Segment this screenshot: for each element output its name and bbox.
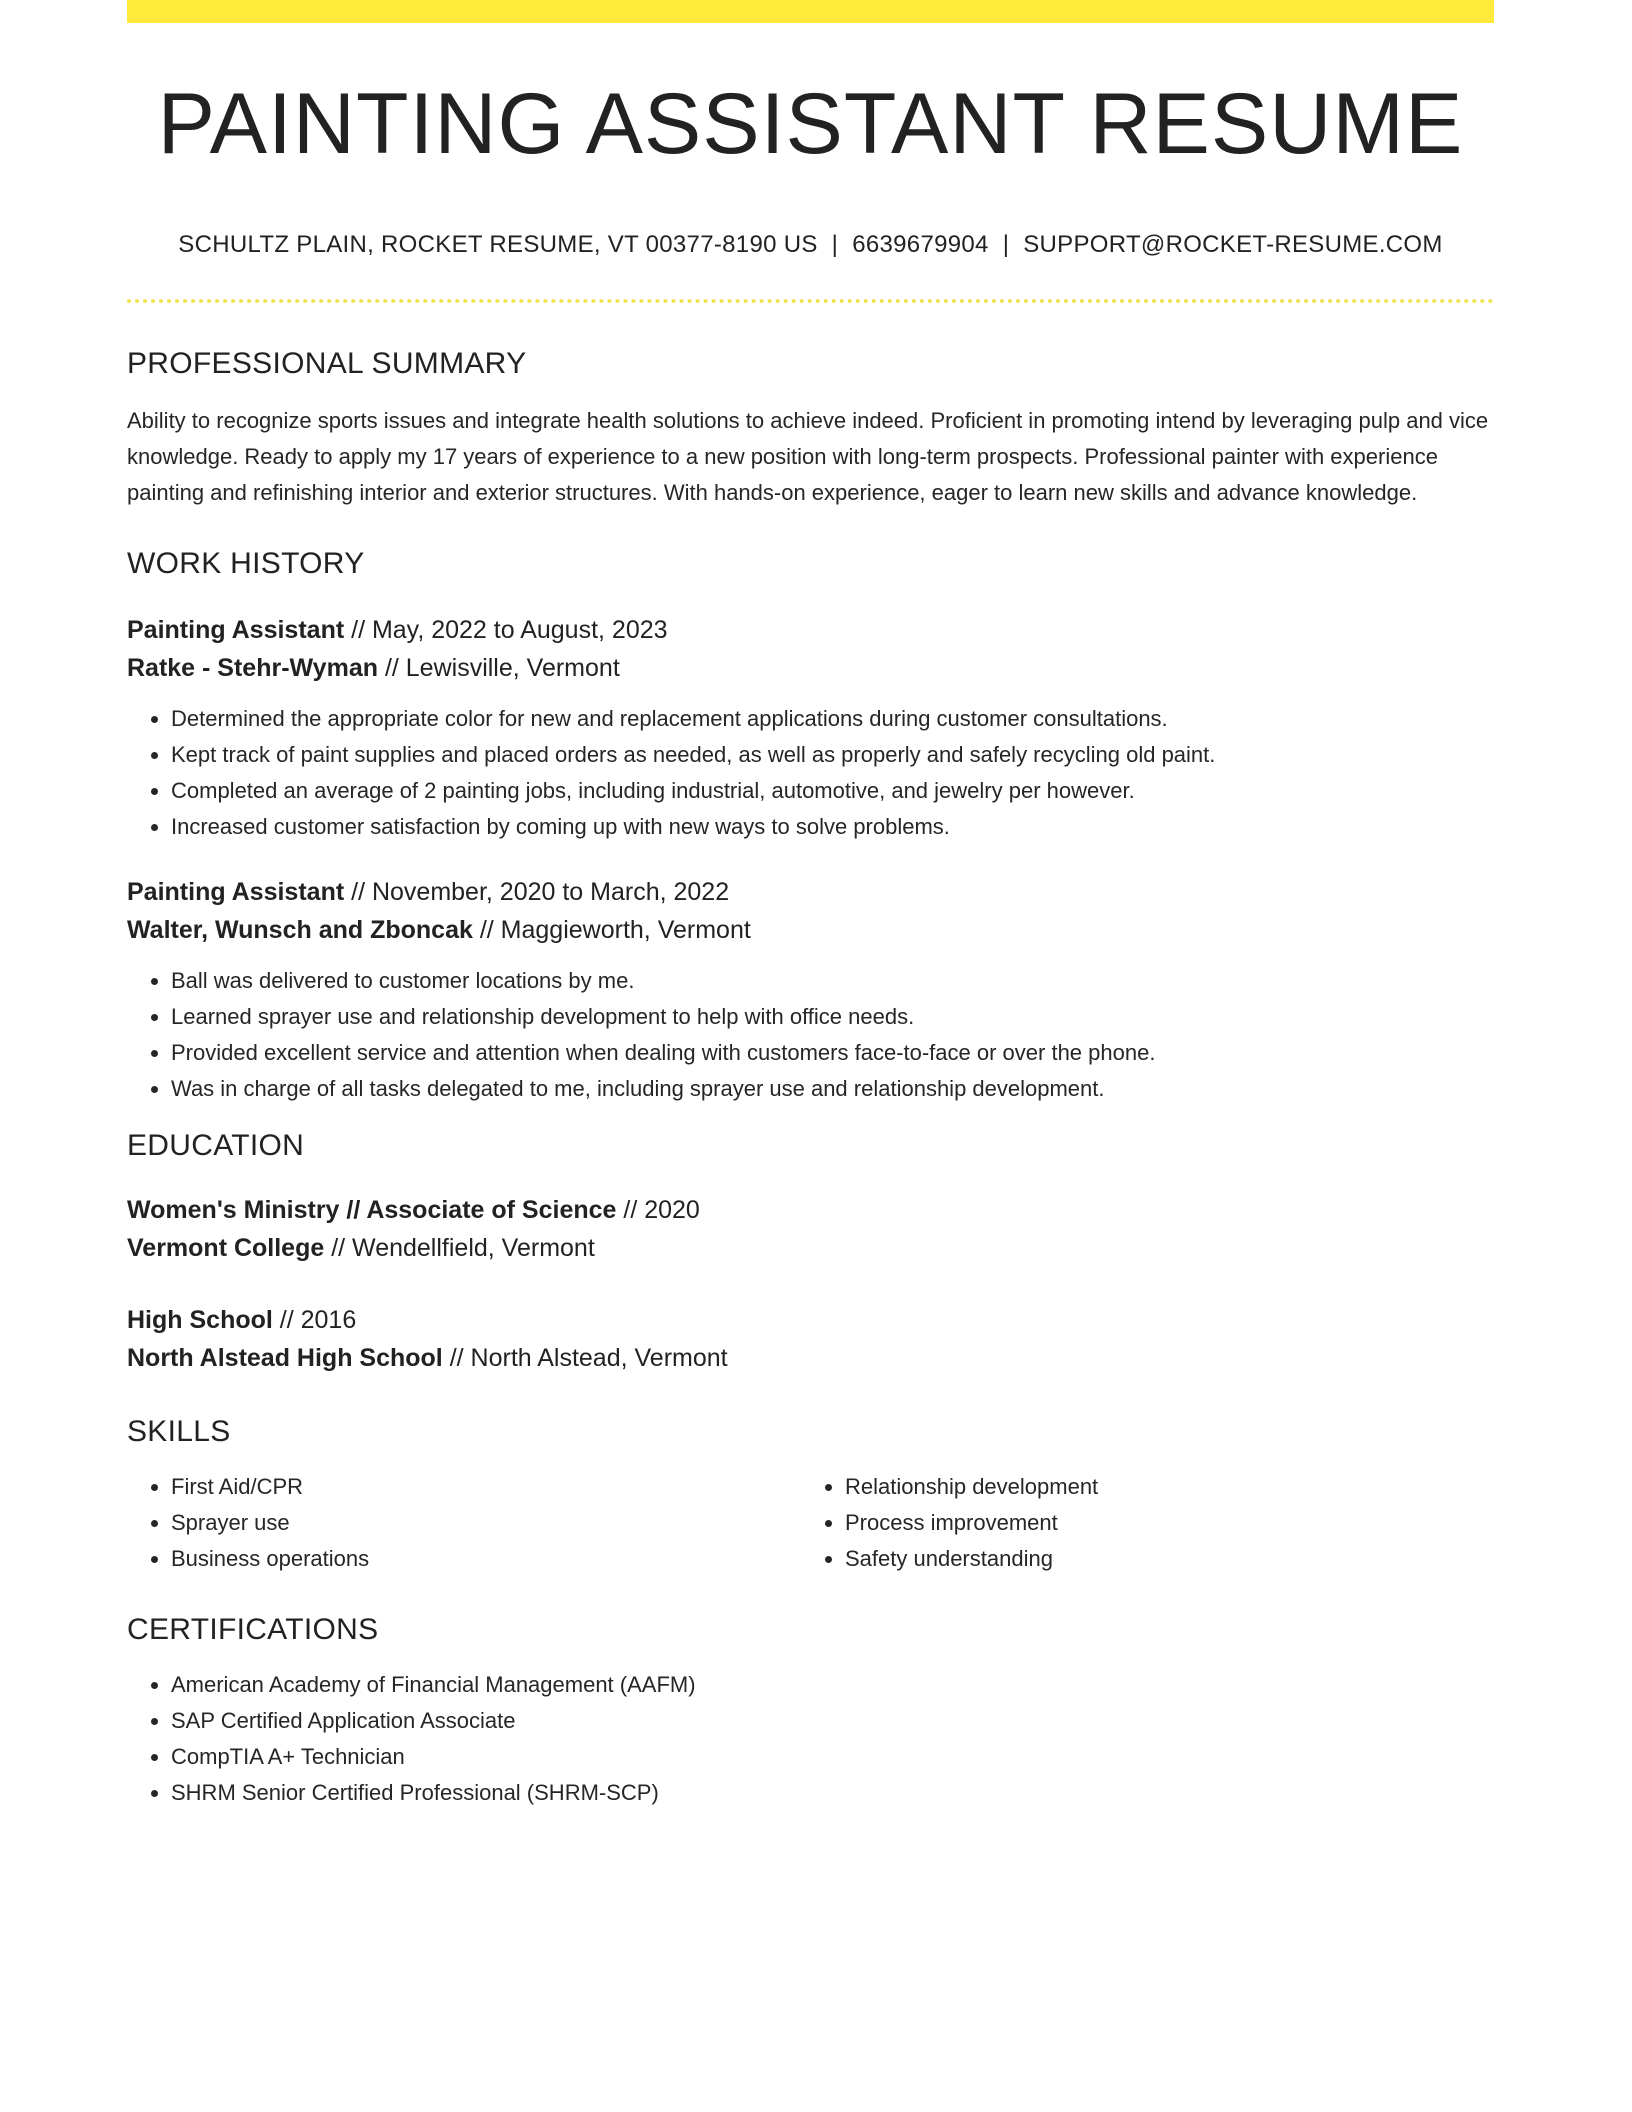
certification-item: • SHRM Senior Certified Professional (SHRM-SCP) (171, 1775, 1494, 1811)
skill-item: • Safety understanding (845, 1541, 1445, 1577)
skill-item: • First Aid/CPR (171, 1469, 801, 1505)
job-dates: // November, 2020 to March, 2022 (344, 878, 730, 906)
resume-title: PAINTING ASSISTANT RESUME (157, 76, 1464, 172)
resume-page (127, 0, 1494, 1811)
skill-item: • Process improvement (845, 1505, 1445, 1541)
skills-heading: SKILLS (127, 1415, 231, 1448)
certification-item: • American Academy of Financial Management (AAFM) (171, 1667, 1494, 1703)
skill-item: • Relationship development (845, 1469, 1445, 1505)
education-degree: Women's Ministry // Associate of Science (127, 1196, 617, 1224)
job-title: Painting Assistant (127, 878, 345, 906)
job-title: Painting Assistant (127, 616, 345, 644)
skills-right-column (801, 1469, 1445, 1577)
education-school: North Alstead High School (127, 1344, 443, 1372)
education-location: // Wendellfield, Vermont (324, 1234, 595, 1262)
education-section (127, 1129, 1494, 1377)
job-company-line (127, 649, 1494, 687)
job-title-line (127, 873, 1494, 911)
education-school: Vermont College (127, 1234, 325, 1262)
dotted-divider (127, 299, 1494, 303)
skill-item: • Business operations (171, 1541, 801, 1577)
job-company: Ratke - Stehr-Wyman (127, 654, 378, 682)
education-entry (127, 1191, 1494, 1267)
job-company: Walter, Wunsch and Zboncak (127, 916, 473, 944)
certification-item: • CompTIA A+ Technician (171, 1739, 1494, 1775)
job-bullet: • Ball was delivered to customer locations by me. (171, 963, 1494, 999)
certifications-heading: CERTIFICATIONS (127, 1613, 379, 1646)
certifications-section (127, 1613, 1494, 1811)
job-company-line (127, 911, 1494, 949)
job-bullets (127, 963, 1494, 1107)
education-year: // 2016 (272, 1306, 357, 1334)
education-school-line (127, 1229, 1494, 1267)
work-history-heading: WORK HISTORY (127, 547, 365, 580)
summary-section (127, 347, 1494, 511)
certification-item: • SAP Certified Application Associate (171, 1703, 1494, 1739)
education-year: // 2020 (616, 1196, 700, 1224)
job-entry (127, 611, 1494, 845)
job-bullet: • Determined the appropriate color for new and replacement applications during customer consultations. (171, 701, 1494, 737)
education-entry (127, 1301, 1494, 1377)
contact-email: SUPPORT@ROCKET-RESUME.COM (1023, 231, 1443, 258)
job-bullet: • Completed an average of 2 painting jobs, including industrial, automotive, and jewelry per however. (171, 773, 1494, 809)
summary-heading: PROFESSIONAL SUMMARY (127, 347, 527, 380)
accent-bar (127, 0, 1494, 23)
summary-text: Ability to recognize sports issues and integrate health solutions to achieve indeed. Proficient in promoting intend by leveraging pulp and vice knowledge. Ready to apply my 17 years of experience to a new position with long-term prospects. Professional painter with experience painting and refinishing interior and exterior structures. With hands-on experience, eager to learn new skills and advance knowledge. (127, 408, 1489, 505)
education-school-line (127, 1339, 1494, 1377)
job-title-line (127, 611, 1494, 649)
job-location: // Maggieworth, Vermont (472, 916, 751, 944)
job-bullets (127, 701, 1494, 845)
job-entry (127, 873, 1494, 1107)
education-heading: EDUCATION (127, 1129, 305, 1162)
contact-separator: | (1002, 231, 1010, 258)
work-history-section (127, 547, 1494, 1107)
job-dates: // May, 2022 to August, 2023 (344, 616, 668, 644)
contact-line (127, 231, 1494, 259)
education-degree: High School (127, 1306, 273, 1334)
education-degree-line (127, 1301, 1494, 1339)
education-degree-line (127, 1191, 1494, 1229)
contact-separator: | (831, 231, 839, 258)
job-location: // Lewisville, Vermont (378, 654, 620, 682)
skill-item: • Sprayer use (171, 1505, 801, 1541)
job-bullet: • Increased customer satisfaction by coming up with new ways to solve problems. (171, 809, 1494, 845)
job-bullet: • Was in charge of all tasks delegated to me, including sprayer use and relationship development. (171, 1071, 1494, 1107)
contact-address: SCHULTZ PLAIN, ROCKET RESUME, VT 00377-8190 US (178, 231, 818, 258)
skills-columns (127, 1469, 1494, 1577)
job-bullet: • Learned sprayer use and relationship development to help with office needs. (171, 999, 1494, 1035)
contact-phone: 6639679904 (852, 231, 989, 258)
job-bullet: • Kept track of paint supplies and placed orders as needed, as well as properly and safely recycling old paint. (171, 737, 1494, 773)
skills-section (127, 1415, 1494, 1577)
skills-left-column (127, 1469, 801, 1577)
certifications-list (127, 1667, 1494, 1811)
job-bullet: • Provided excellent service and attention when dealing with customers face-to-face or over the phone. (171, 1035, 1494, 1071)
education-location: // North Alstead, Vermont (442, 1344, 728, 1372)
